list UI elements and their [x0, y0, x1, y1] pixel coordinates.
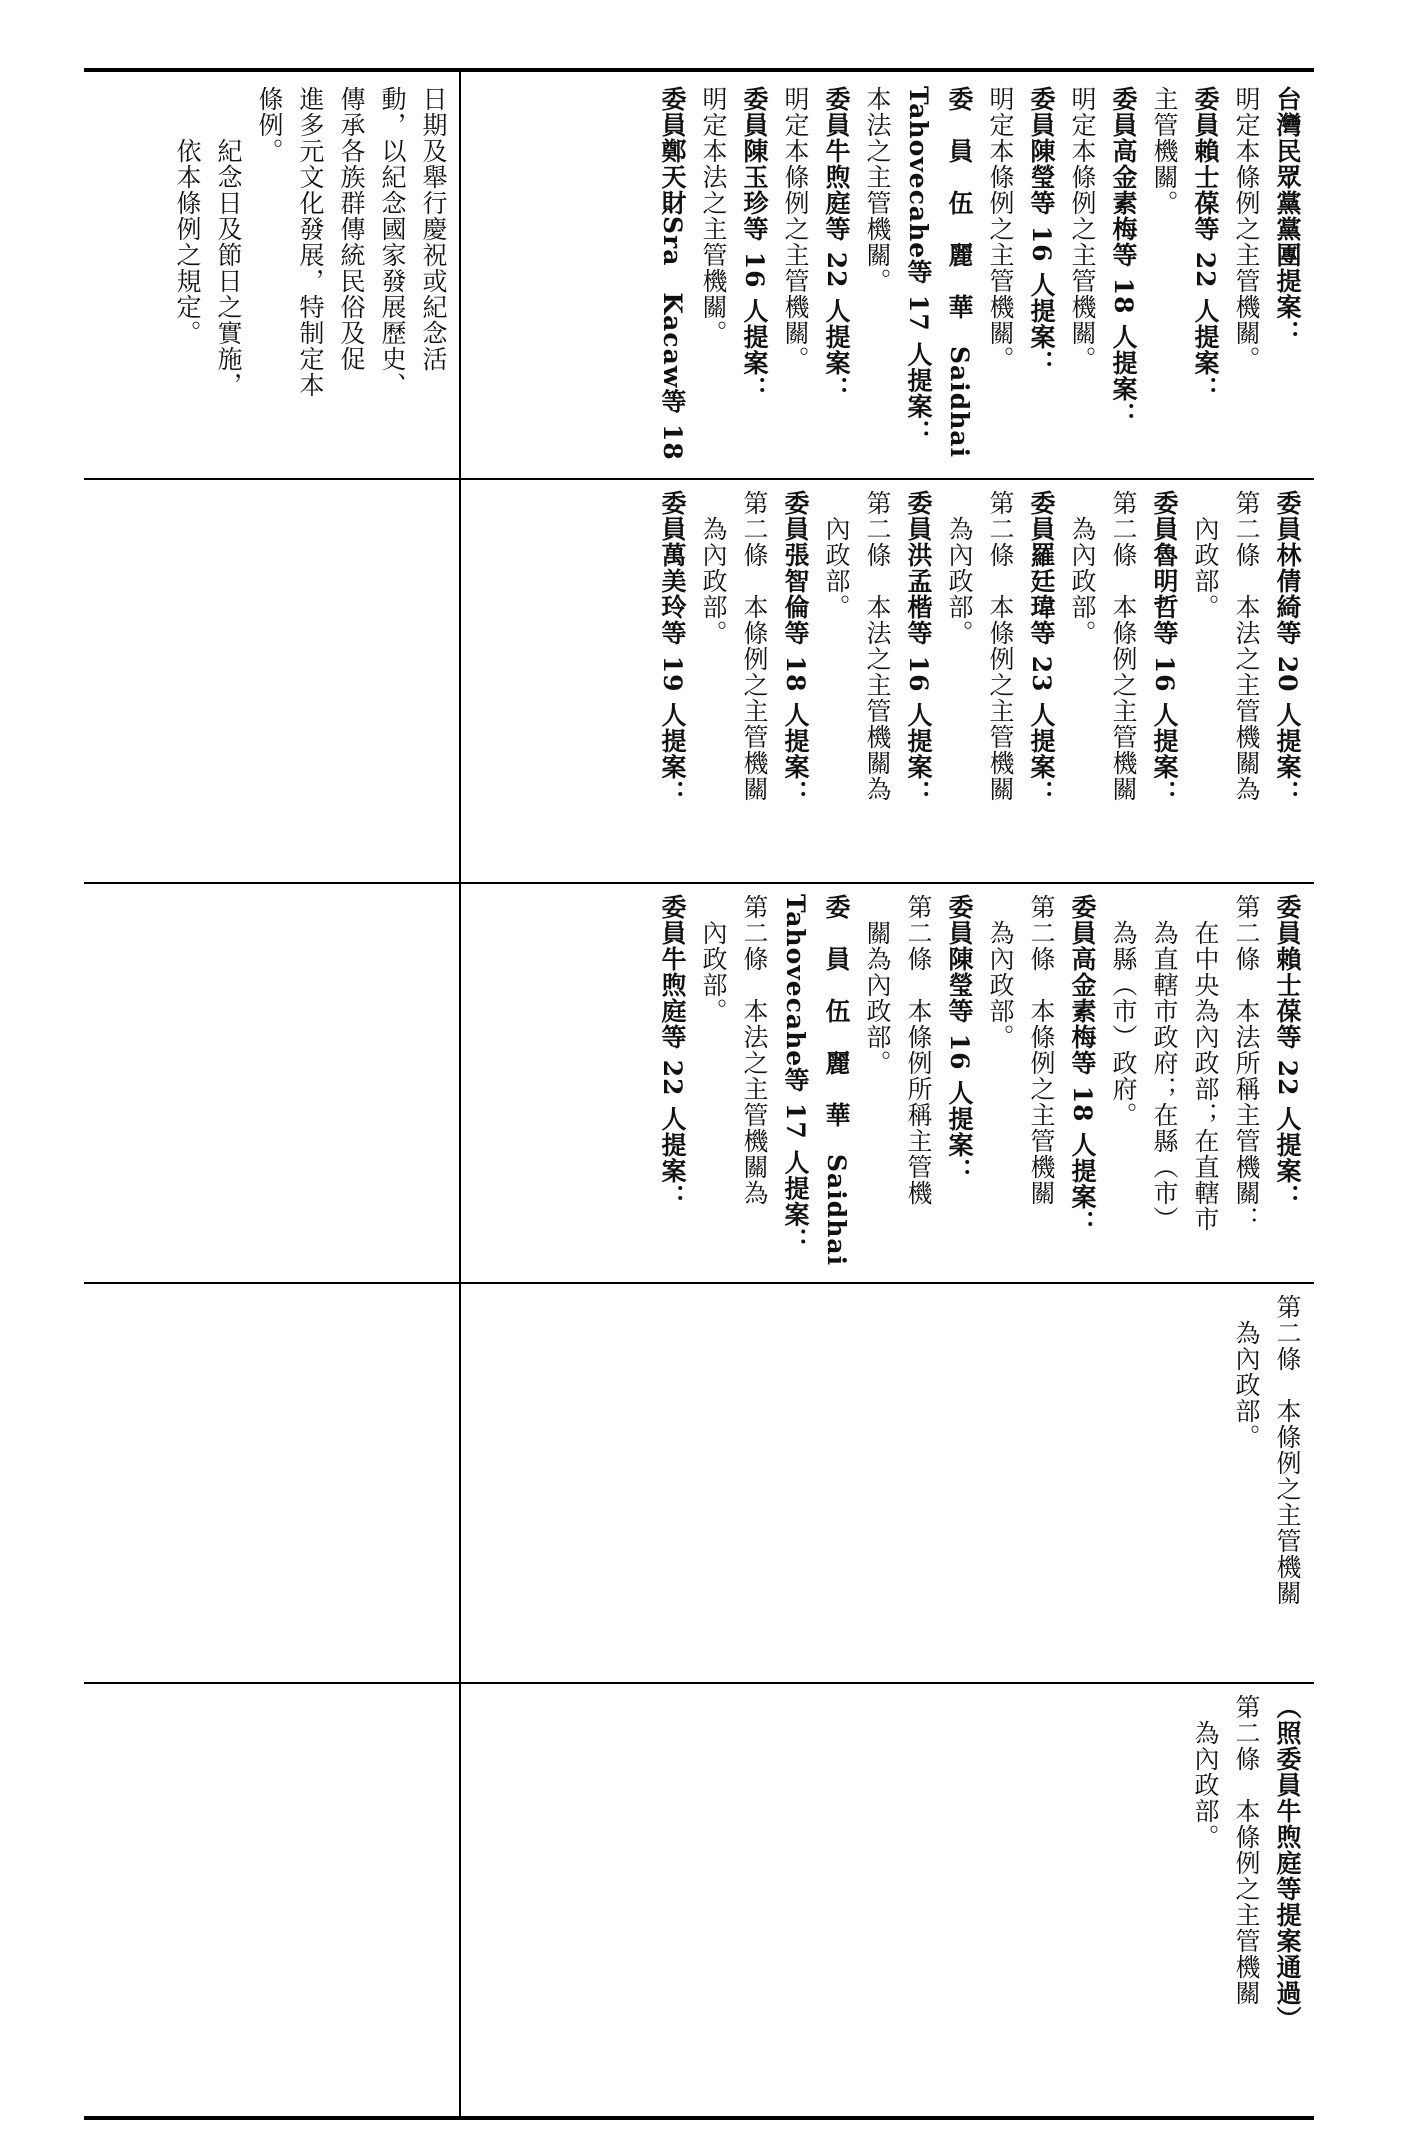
row-divider-2 [84, 882, 1314, 884]
proposal-heading: 委員林倩綺等 20 人提案： [1273, 490, 1302, 807]
text-line: 條例。 [255, 86, 284, 164]
text-line: 第二條 本條例之主管機關 [1027, 894, 1056, 1206]
proposal-heading: 委員陳瑩等 16 人提案： [945, 894, 974, 1185]
row-divider-4 [84, 1682, 1314, 1684]
proposal-heading: Tahovecahe等 17 人提案： [781, 894, 810, 1254]
text-line: 第二條 本法之主管機關為 [863, 490, 892, 802]
text-line: 紀念日及節日之實施， [214, 86, 243, 398]
text-line: 為內政部。 [699, 490, 728, 646]
text-line: 第二條 本法之主管機關為 [1232, 490, 1261, 802]
text-line: 明定本條例之主管機關。 [986, 86, 1015, 372]
proposal-heading: Tahovecahe等 17 人提案： [904, 86, 933, 446]
row-4-left-cell [90, 1294, 454, 1678]
proposal-heading: 委 員 伍 麗 華 Saidhai [945, 86, 974, 459]
text-line: 明定本條例之主管機關。 [781, 86, 810, 372]
text-line: 傳承各族群傳統民俗及促 [337, 86, 366, 372]
proposal-heading: 委員高金素梅等 18 人提案： [1068, 894, 1097, 1237]
text-line: 主管機關。 [1150, 86, 1179, 216]
text-line: 第二條 本條例所稱主管機 [904, 894, 933, 1206]
row-divider-1 [84, 478, 1314, 480]
row-4-right-cell [470, 1294, 1308, 1678]
text-line: 為縣（市）政府。 [1109, 894, 1138, 1128]
text-line: 第二條 本條例之主管機關 [1109, 490, 1138, 802]
proposal-heading: 委員陳瑩等 16 人提案： [1027, 86, 1056, 377]
table-frame [84, 68, 1314, 2120]
proposal-heading: 委員萬美玲等 19 人提案： [658, 490, 687, 807]
text-line: 內政部。 [822, 490, 851, 620]
text-line: 明定本法之主管機關。 [699, 86, 728, 346]
text-line: 依本條例之規定。 [173, 86, 202, 346]
proposal-heading: 委員張智倫等 18 人提案： [781, 490, 810, 807]
row-2-right-cell [470, 490, 1308, 878]
text-line: 本法之主管機關。 [863, 86, 892, 294]
proposal-heading: 委員賴士葆等 22 人提案： [1273, 894, 1302, 1211]
text-line: 進多元文化發展，特制定本 [296, 86, 325, 398]
proposal-heading: 委員魯明哲等 16 人提案： [1150, 490, 1179, 807]
row-3-right-cell [470, 894, 1308, 1278]
text-line: 為直轄市政府；在縣（市） [1150, 894, 1179, 1232]
proposal-heading: 委員牛煦庭等 22 人提案： [658, 894, 687, 1211]
text-line: 第二條 本法之主管機關為 [740, 894, 769, 1206]
proposal-heading: 委員賴士葆等 22 人提案： [1191, 86, 1220, 403]
text-line: 第二條 本條例之主管機關 [1273, 1294, 1302, 1606]
row-2-left-cell [90, 490, 454, 878]
text-line: 在中央為內政部；在直轄市 [1191, 894, 1220, 1232]
row-divider-3 [84, 1282, 1314, 1284]
proposal-heading: 委員洪孟楷等 16 人提案： [904, 490, 933, 807]
row-1-left-cell [90, 86, 454, 474]
proposal-heading: （照委員牛煦庭等提案通過） [1273, 1694, 1302, 2032]
text-line: 為內政部。 [986, 894, 1015, 1050]
text-line: 明定本條例之主管機關。 [1068, 86, 1097, 372]
text-line: 為內政部。 [945, 490, 974, 646]
row-3-left-cell [90, 894, 454, 1278]
row-1-right-cell [470, 86, 1308, 474]
text-line: 第二條 本條例之主管機關 [1232, 1694, 1261, 2006]
proposal-heading: 委員羅廷瑋等 23 人提案： [1027, 490, 1056, 807]
text-line: 關為內政部。 [863, 894, 892, 1076]
proposal-heading: 委員陳玉珍等 16 人提案： [740, 86, 769, 403]
column-divider [459, 72, 461, 2116]
text-line: 日期及舉行慶祝或紀念活 [419, 86, 448, 372]
text-line: 動，以紀念國家發展歷史、 [378, 86, 407, 398]
text-line: 第二條 本法所稱主管機關： [1232, 894, 1261, 1232]
proposal-heading: 委員牛煦庭等 22 人提案： [822, 86, 851, 403]
proposal-heading: 委員高金素梅等 18 人提案： [1109, 86, 1138, 429]
text-line: 明定本條例之主管機關。 [1232, 86, 1261, 372]
text-line: 內政部。 [699, 894, 728, 1024]
proposal-heading: 台灣民眾黨黨團提案： [1273, 86, 1302, 346]
text-line: 為內政部。 [1068, 490, 1097, 646]
text-line: 第二條 本條例之主管機關 [986, 490, 1015, 802]
proposal-heading: 委 員 伍 麗 華 Saidhai [822, 894, 851, 1267]
text-line: 為內政部。 [1191, 1694, 1220, 1850]
proposal-heading: 委員鄭天財Sra Kacaw等 18 [658, 86, 687, 461]
text-line: 第二條 本條例之主管機關 [740, 490, 769, 802]
row-5-right-cell [470, 1694, 1308, 2114]
text-line: 為內政部。 [1232, 1294, 1261, 1450]
text-line: 內政部。 [1191, 490, 1220, 620]
row-5-left-cell [90, 1694, 454, 2114]
